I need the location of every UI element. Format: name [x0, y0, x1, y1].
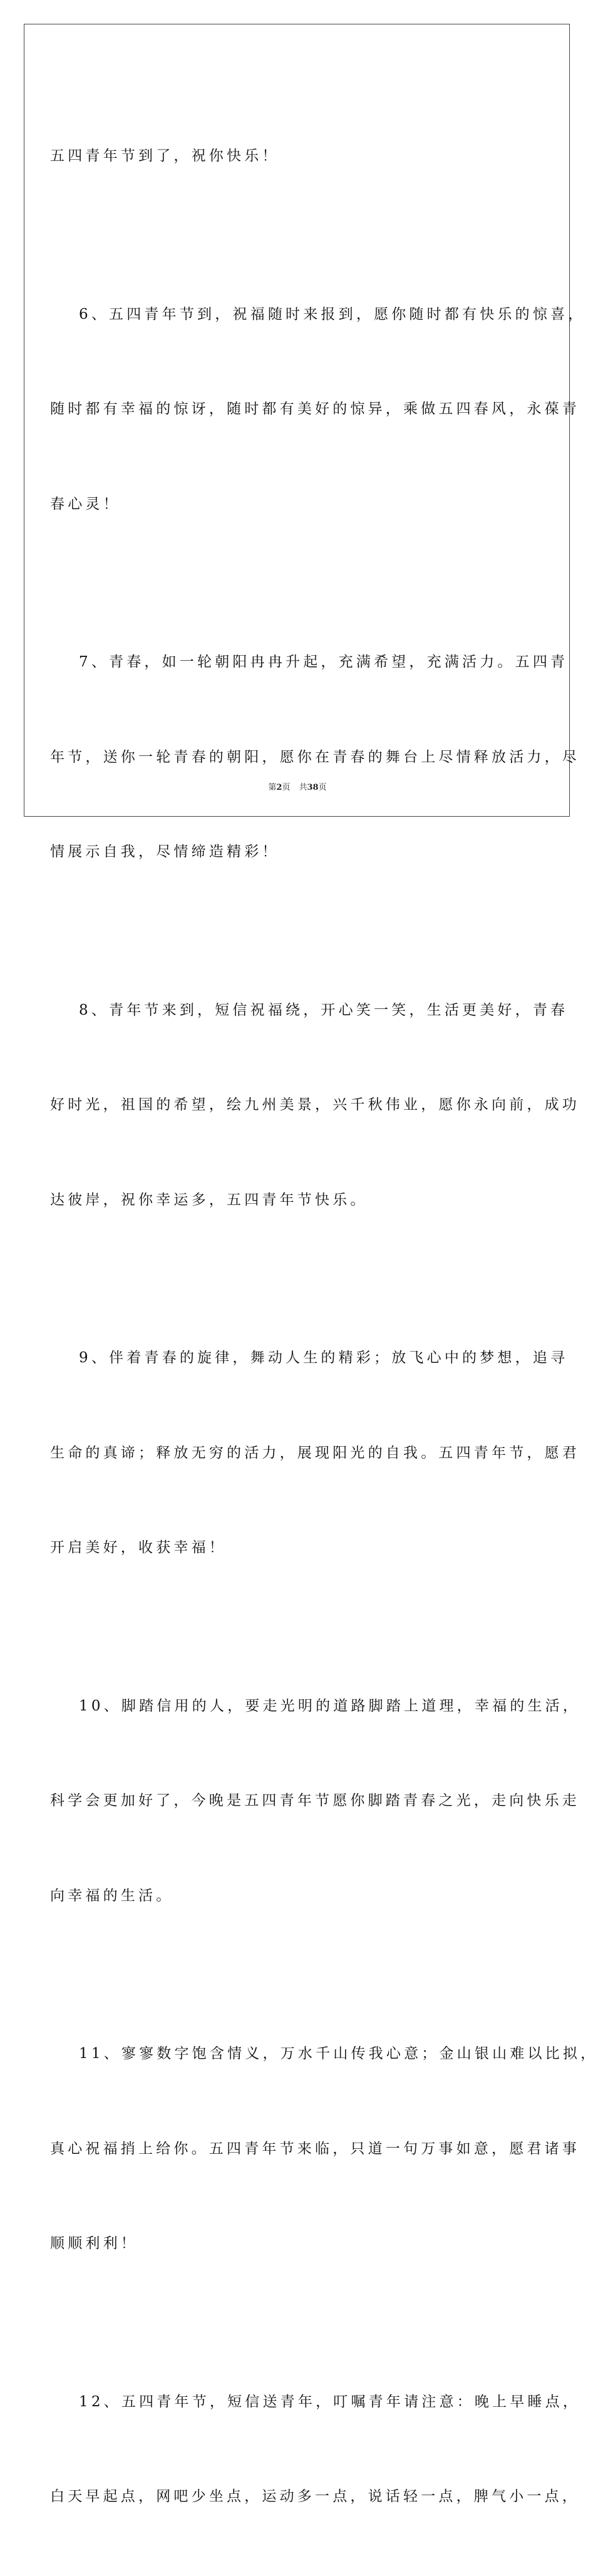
paragraph-12 [50, 2323, 581, 2576]
text-line: 真心祝福捎上给你。五四青年节来临，只道一句万事如意，愿君诸事 [50, 2140, 580, 2157]
text-line: 6、五四青年节到，祝福随时来报到，愿你随时都有快乐的惊喜， [79, 306, 586, 323]
paragraph-7 [50, 583, 580, 931]
paragraph-6 [50, 235, 586, 584]
total-prefix: 共 [299, 783, 307, 792]
text-line: 随时都有幸福的惊讶，随时都有美好的惊异，乘做五四春风，永葆青 [50, 401, 580, 417]
page-indicator [268, 783, 290, 792]
document-body [50, 77, 598, 2576]
paragraph-8 [50, 931, 580, 1280]
paragraph-9 [50, 1279, 580, 1627]
text-line: 白天早起点，网吧少坐点，运动多一点，说话轻一点，脾气小一点， [50, 2488, 580, 2505]
text-line: 12、五四青年节，短信送青年，叮嘱青年请注意：晚上早睡点， [79, 2393, 581, 2410]
text-line: 好时光，祖国的希望，绘九州美景，兴千秋伟业，愿你永向前，成功 [50, 1097, 580, 1113]
text-line: 顺顺利利！ [50, 2235, 138, 2252]
page-footer [0, 780, 595, 792]
text-line: 科学会更加好了，今晚是五四青年节愿你脚踏青春之光，走向快乐走 [50, 1792, 580, 1809]
text-line: 生命的真谛；释放无穷的活力，展现阳光的自我。五四青年节，愿君 [50, 1444, 580, 1461]
text-line: 10、脚踏信用的人，要走光明的道路脚踏上道理，幸福的生活， [79, 1697, 581, 1714]
text-line: 五四青年节到了，祝你快乐！ [50, 148, 280, 164]
page-prefix: 第 [268, 783, 277, 792]
paragraph-11 [50, 1975, 598, 2323]
total-page-count: 38 [307, 783, 319, 792]
page-suffix: 页 [282, 783, 291, 792]
total-suffix: 页 [318, 783, 327, 792]
total-pages-indicator [299, 783, 326, 792]
text-line: 情展示自我，尽情缔造精彩！ [50, 844, 280, 860]
page-number: 2 [276, 783, 282, 792]
paragraph-continuation [50, 77, 526, 235]
text-line: 向幸福的生活。 [50, 1887, 174, 1904]
text-line: 春心灵！ [50, 495, 121, 512]
text-line: 9、伴着青春的旋律，舞动人生的精彩；放飞心中的梦想，追寻 [79, 1350, 569, 1366]
text-line: 8、青年节来到，短信祝福绕，开心笑一笑，生活更美好，青春 [79, 1001, 569, 1018]
text-line: 年节，送你一轮青春的朝阳，愿你在青春的舞台上尽情释放活力，尽 [50, 748, 580, 765]
text-line: 11、寥寥数字饱含情义，万水千山传我心意；金山银山难以比拟， [79, 2046, 598, 2062]
paragraph-10 [50, 1627, 581, 1975]
text-line: 达彼岸，祝你幸运多，五四青年节快乐。 [50, 1191, 368, 1208]
text-line: 7、青春，如一轮朝阳冉冉升起，充满希望，充满活力。五四青 [79, 654, 569, 670]
text-line: 开启美好，收获幸福！ [50, 1539, 227, 1556]
